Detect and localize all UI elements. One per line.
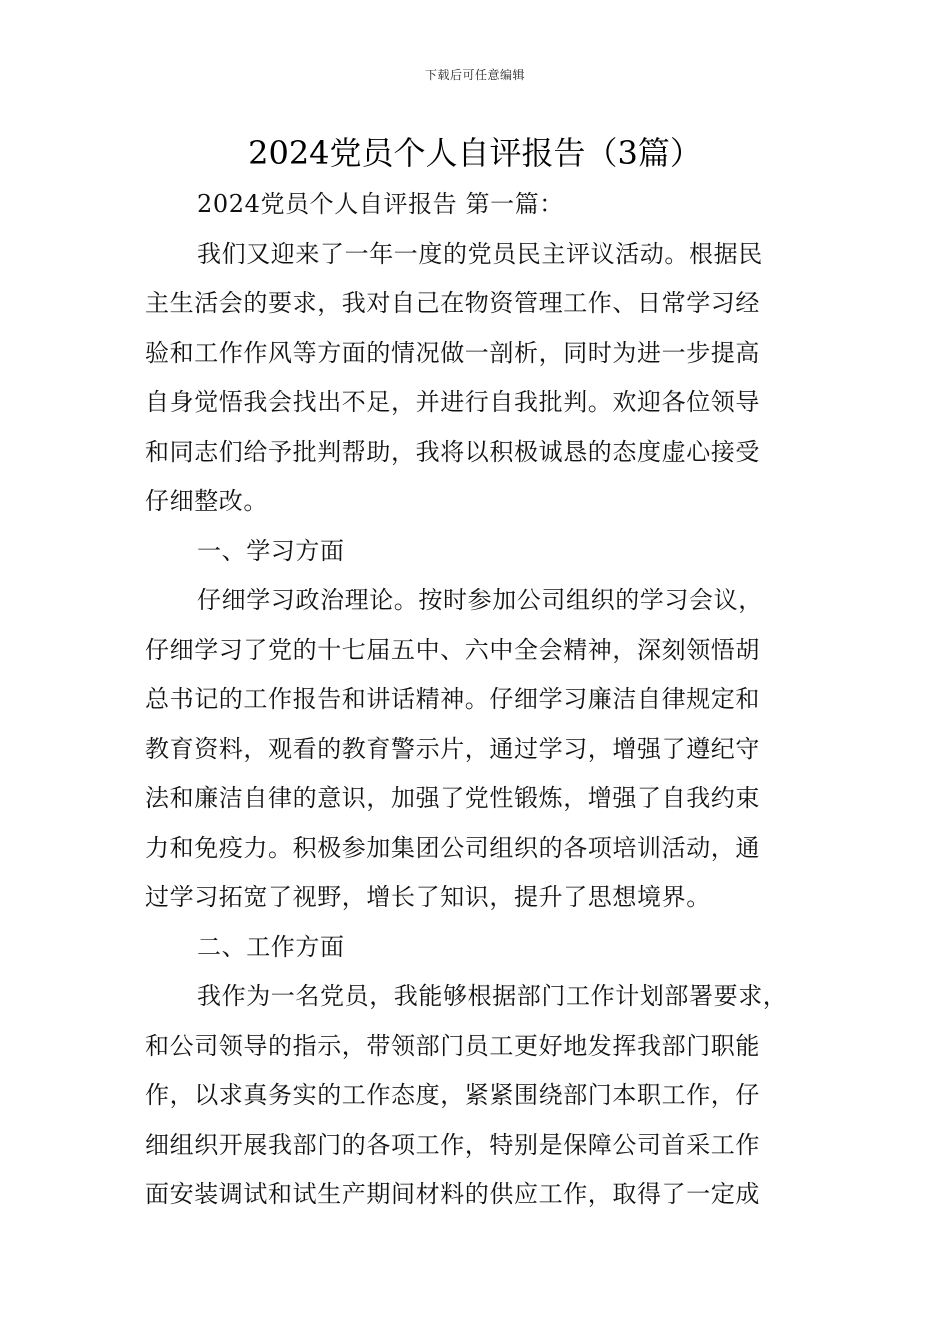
document-title: 2024党员个人自评报告（3篇） (248, 134, 702, 172)
body-line: 作，以求真务实的工作态度，紧紧围绕部门本职工作，仔 (145, 1081, 760, 1109)
body-line: 一、学习方面 (197, 536, 345, 565)
body-line: 和公司领导的指示，带领部门员工更好地发挥我部门职能 (145, 1031, 760, 1060)
body-line: 主生活会的要求，我对自己在物资管理工作、日常学习经 (145, 289, 760, 317)
body-line: 仔细整改。 (145, 487, 268, 515)
body-line: 二、工作方面 (197, 932, 345, 961)
document-body (145, 180, 810, 1220)
body-line: 面安装调试和试生产期间材料的供应工作，取得了一定成 (145, 1180, 760, 1208)
body-line: 过学习拓宽了视野，增长了知识，提升了思想境界。 (145, 883, 711, 911)
body-line: 仔细学习政治理论。按时参加公司组织的学习会议， (197, 586, 763, 614)
body-line: 仔细学习了党的十七届五中、六中全会精神，深刻领悟胡 (145, 635, 760, 664)
body-line: 力和免疫力。积极参加集团公司组织的各项培训活动，通 (145, 833, 760, 862)
body-line: 法和廉洁自律的意识，加强了党性锻炼，增强了自我约束 (145, 784, 760, 812)
body-line: 验和工作作风等方面的情况做一剖析，同时为进一步提高 (145, 338, 760, 367)
header-note: 下载后可任意编辑 (424, 68, 525, 82)
body-line: 细组织开展我部门的各项工作，特别是保障公司首采工作 (145, 1130, 760, 1159)
body-line: 我作为一名党员，我能够根据部门工作计划部署要求， (197, 982, 788, 1010)
body-line: 2024党员个人自评报告 第一篇： (197, 190, 564, 218)
body-line: 自身觉悟我会找出不足，并进行自我批判。欢迎各位领导 (145, 388, 760, 416)
body-line: 教育资料，观看的教育警示片，通过学习，增强了遵纪守 (145, 734, 760, 763)
body-line: 和同志们给予批判帮助，我将以积极诚恳的态度虚心接受 (145, 437, 760, 466)
body-line: 总书记的工作报告和讲话精神。仔细学习廉洁自律规定和 (145, 685, 760, 713)
body-line: 我们又迎来了一年一度的党员民主评议活动。根据民 (197, 239, 763, 268)
